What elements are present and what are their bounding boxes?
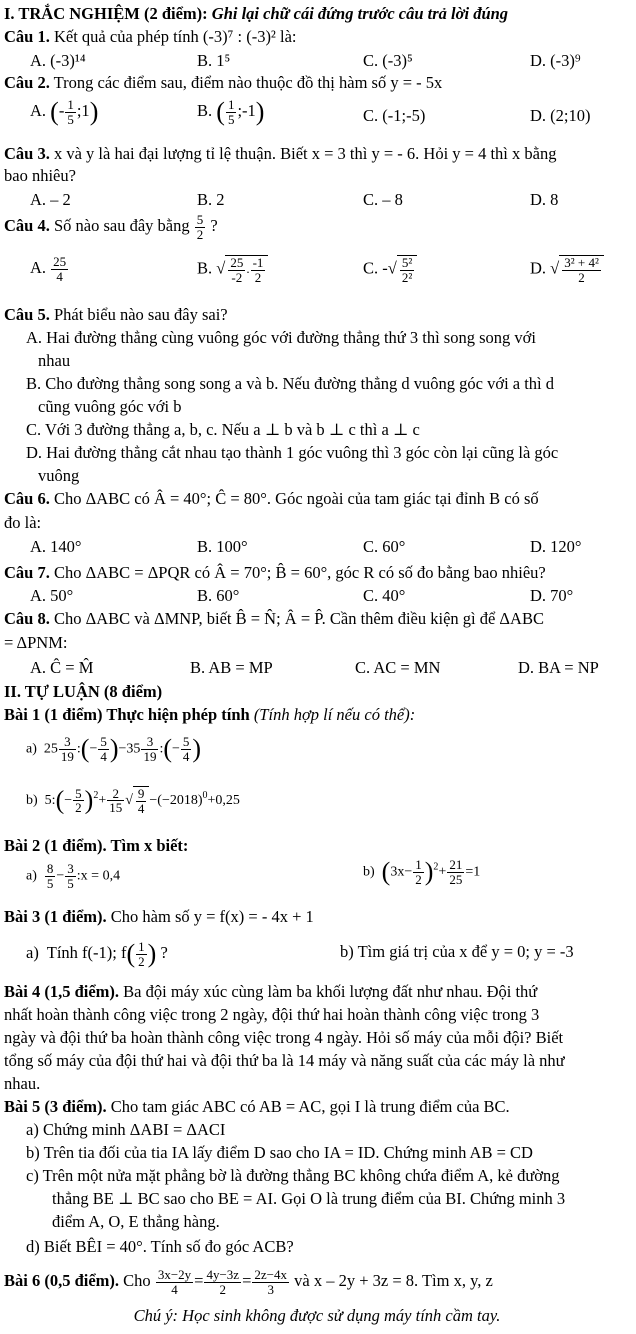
b1-label: Bài 1 (1 điểm) Thực hiện phép tính	[4, 705, 250, 724]
q2-label: Câu 2.	[4, 73, 50, 92]
q3-option-c: C. – 8	[363, 190, 403, 209]
q4-option-c: C. -√ $\frac{\text{5²}}{\text{2²}}$	[363, 255, 417, 284]
q7-option-d: D. 70°	[530, 586, 574, 605]
q4-b-prefix: B.	[197, 258, 213, 278]
b4-line-4: tổng số máy của đội thứ hai và đội thứ ba là 14 máy và năng suất của các máy là như	[4, 1051, 565, 1070]
q2-text: Trong các điểm sau, điểm nào thuộc đồ thị hàm số y = - 5x	[53, 73, 443, 92]
b4-line-2: nhất hoàn thành công việc trong 2 ngày, đội thứ hai hoàn thành công việc trong 3	[4, 1005, 540, 1024]
q6-option-b: B. 100°	[197, 537, 248, 556]
b1-part-b: b) 5:(− $\frac{5}{2}$ )$^2$+ $\frac{2}{15}$ √ $\frac{9}{4}$ $-(-2018)^0+0,25$	[26, 785, 240, 816]
q1-option-d: D. (-3)⁹	[530, 51, 581, 70]
q3-stem-2: bao nhiêu?	[4, 166, 76, 185]
q3-label: Câu 3.	[4, 144, 50, 163]
b5-part-d: d) Biết BÊI = 40°. Tính số đo góc ACB?	[26, 1237, 294, 1256]
q5-option-d-2: vuông	[38, 466, 80, 485]
b1-heading	[4, 705, 630, 725]
b3-part-a: a) Tính f(-1); f( $\frac{1}{2}$ ) ?	[26, 939, 168, 969]
q7-option-c: C. 40°	[363, 586, 406, 605]
q5-label: Câu 5.	[4, 305, 50, 324]
q7-stem	[4, 563, 630, 583]
b5-heading	[4, 1097, 630, 1117]
q2-option-a: A. (- $\frac{1}{5}$ ;1)	[30, 97, 99, 127]
part2-heading: II. TỰ LUẬN (8 điểm)	[4, 682, 163, 701]
q4-fraction: $\frac{5}{2}$	[196, 212, 204, 242]
b2-a-prefix: a)	[26, 868, 37, 884]
q8-option-c: C. AC = MN	[355, 658, 441, 677]
q8-text1: Cho ΔABC và ΔMNP, biết B̂ = N̂; Â = P̂. Cần thêm điều kiện gì để ΔABC	[53, 609, 544, 628]
q1-option-c: C. (-3)⁵	[363, 51, 413, 70]
b6-line: Bài 6 (0,5 điểm). Cho $\frac{3x-2y}{4}$ = $\frac{4y-3z}{2}$ = $\frac{2z-4x}{3}$ và x – 2y + 3z = 8. Tìm x, y, z	[4, 1267, 493, 1297]
b5-part-c-2: thẳng BE ⊥ BC sao cho BE = AI. Gọi O là trung điểm của BI. Chứng minh 3	[52, 1189, 566, 1208]
b4-line-5: nhau.	[4, 1074, 41, 1093]
q1-stem	[4, 27, 630, 47]
q3-option-d: D. 8	[530, 190, 559, 209]
q7-option-b: B. 60°	[197, 586, 240, 605]
q4-label: Câu 4.	[4, 215, 50, 235]
b3-label: Bài 3 (1 điểm).	[4, 907, 107, 926]
b5-part-b: b) Trên tia đối của tia IA lấy điểm D sao cho IA = ID. Chứng minh AB = CD	[26, 1143, 533, 1162]
q8-option-d: D. BA = NP	[518, 658, 599, 677]
q5-option-a-2: nhau	[38, 351, 71, 370]
q5-option-a-1: A. Hai đường thẳng cùng vuông góc với đường thẳng thứ 3 thì song song với	[26, 328, 536, 347]
b1-note: (Tính hợp lí nếu có thể):	[253, 705, 416, 724]
q8-stem-2: = ΔPNM:	[4, 633, 68, 652]
q2-option-b: B. ( $\frac{1}{5}$ ;-1)	[197, 97, 265, 127]
q2-stem	[4, 73, 630, 93]
b3-text: Cho hàm số y = f(x) = - 4x + 1	[110, 907, 314, 926]
q4-a-prefix: A.	[30, 257, 47, 277]
q2-option-d: D. (2;10)	[530, 106, 591, 125]
q1-option-b: B. 1⁵	[197, 51, 231, 70]
q4-option-d: D. √ $\frac{\text{3² + 4²}}{2}$	[530, 255, 604, 284]
q3-text1: x và y là hai đại lượng tỉ lệ thuận. Biết x = 3 thì y = - 6. Hỏi y = 4 thì x bằng	[53, 144, 557, 163]
b3-heading	[4, 907, 630, 927]
q8-option-b: B. AB = MP	[190, 658, 273, 677]
q5-option-c: C. Với 3 đường thẳng a, b, c. Nếu a ⊥ b và b ⊥ c thì a ⊥ c	[26, 420, 420, 439]
b1-b-prefix: b)	[26, 792, 38, 808]
q2-option-c: C. (-1;-5)	[363, 106, 426, 125]
q6-option-c: C. 60°	[363, 537, 406, 556]
q5-stem	[4, 305, 630, 325]
b5-text: Cho tam giác ABC có AB = AC, gọi I là trung điểm của BC.	[110, 1097, 510, 1116]
q4-c-prefix: C.	[363, 258, 379, 278]
b1-a-prefix: a)	[26, 741, 37, 757]
q5-text: Phát biểu nào sau đây sai?	[53, 305, 228, 324]
q4-stem	[4, 213, 630, 241]
b5-part-c-1: c) Trên một nửa mặt phẳng bờ là đường thẳng BC không chứa điểm A, kẻ đường	[26, 1166, 560, 1185]
q4-option-a: A. $\frac{25}{4}$	[30, 254, 67, 284]
q4-option-b: B. √ $\frac{25}{-2}$ . $\frac{-1}{2}$	[197, 255, 268, 284]
q2-a-prefix: A.	[30, 100, 47, 120]
b4-text1: Ba đội máy xúc cùng làm ba khối lượng đất như nhau. Đội thứ	[123, 982, 538, 1001]
q1-option-a: A. (-3)¹⁴	[30, 51, 86, 70]
q4-tail: ?	[210, 215, 218, 235]
q7-option-a: A. 50°	[30, 586, 74, 605]
b5-label: Bài 5 (3 điểm).	[4, 1097, 107, 1116]
q5-option-b-2: cũng vuông góc với b	[38, 397, 182, 416]
q4-text: Số nào sau đây bằng	[53, 215, 190, 235]
b4-line-3: ngày và đội thứ ba hoàn thành công việc trong 4 ngày. Hỏi số máy của mỗi đội? Biết	[4, 1028, 564, 1047]
q8-option-a: A. Ĉ = M̂	[30, 658, 94, 677]
b4-line-1	[4, 982, 630, 1002]
q6-label: Câu 6.	[4, 489, 50, 508]
q1-label: Câu 1.	[4, 27, 50, 46]
q3-stem-1	[4, 144, 630, 164]
q6-stem-2: đo là:	[4, 513, 42, 532]
q7-text: Cho ΔABC = ΔPQR có Â = 70°; B̂ = 60°, góc R có số đo bằng bao nhiêu?	[53, 563, 546, 582]
q6-stem-1	[4, 489, 630, 509]
b1-part-a: a) 25 $\frac{3}{19}$ :(− $\frac{5}{4}$ )−35 $\frac{3}{19}$ :(− $\frac{5}{4}$ )	[26, 734, 202, 764]
q8-label: Câu 8.	[4, 609, 50, 628]
q5-option-b-1: B. Cho đường thẳng song song a và b. Nếu đường thẳng d vuông góc với a thì d	[26, 374, 555, 393]
b5-part-a: a) Chứng minh ΔABI = ΔACI	[26, 1120, 226, 1139]
q6-text1: Cho ΔABC có Â = 40°; Ĉ = 80°. Góc ngoài của tam giác tại đỉnh B có số	[53, 489, 539, 508]
q3-option-a: A. – 2	[30, 190, 71, 209]
b2-b-prefix: b)	[363, 864, 375, 880]
q1-text: Kết quả của phép tính (-3)⁷ : (-3)² là:	[53, 27, 297, 46]
q6-option-a: A. 140°	[30, 537, 82, 556]
b2-heading: Bài 2 (1 điểm). Tìm x biết:	[4, 836, 189, 855]
part1-heading: I. TRẮC NGHIỆM (2 điểm):	[4, 4, 208, 23]
b3-part-b: b) Tìm giá trị của x để y = 0; y = -3	[340, 942, 574, 961]
q4-d-prefix: D.	[530, 258, 547, 278]
b5-part-c-3: điểm A, O, E thẳng hàng.	[52, 1212, 220, 1231]
part1-heading-line	[4, 4, 630, 24]
q2-b-prefix: B.	[197, 100, 213, 120]
q3-option-b: B. 2	[197, 190, 225, 209]
footer-note: Chú ý: Học sinh không được sử dụng máy tính cầm tay.	[133, 1306, 501, 1325]
b2-part-a: a) $\frac{8}{5}$ − $\frac{3}{5}$ :x = 0,4	[26, 861, 121, 891]
b4-label: Bài 4 (1,5 điểm).	[4, 982, 120, 1001]
q8-stem-1	[4, 609, 630, 629]
part1-instruction: Ghi lại chữ cái đứng trước câu trả lời đúng	[211, 4, 509, 23]
q6-option-d: D. 120°	[530, 537, 582, 556]
q7-label: Câu 7.	[4, 563, 50, 582]
b6-label: Bài 6 (0,5 điểm).	[4, 1270, 120, 1290]
q5-option-d-1: D. Hai đường thẳng cắt nhau tạo thành 1 góc vuông thì 3 góc còn lại cũng là góc	[26, 443, 559, 462]
b2-part-b: b) (3x− $\frac{1}{2}$ )$^2$+ $\frac{21}{25}$ =1	[363, 857, 481, 887]
